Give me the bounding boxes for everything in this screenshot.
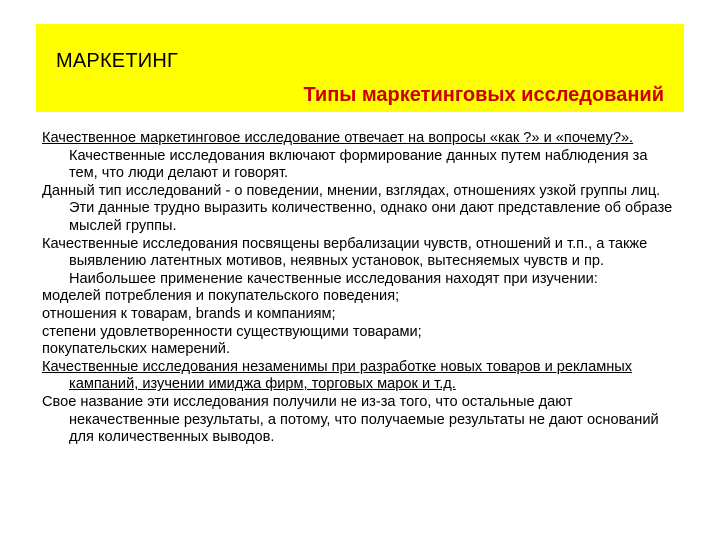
definition-continuation: Качественные исследования включают формирование данных путем наблюдения за тем, что люди делают и говорят. (69, 147, 648, 182)
slide-subtitle: Типы маркетинговых исследований (303, 84, 664, 106)
paragraph-name-origin: Свое название эти исследования получили не из-за того, что остальные дают некачественные результаты, а потому, что получаемые результаты не дают оснований для количественных выводов. (42, 393, 659, 446)
slide-body (42, 130, 678, 447)
paragraph-qualitative-definition (42, 130, 678, 183)
slide-title: МАРКЕТИНГ (56, 50, 178, 72)
paragraph-research-type: Данный тип исследований - о поведении, мнении, взглядах, отношениях узкой группы лиц. Эти данные трудно выразить количественно, однако они дают представление об образе мыслей группы. (42, 182, 673, 234)
underlined-definition: Качественное маркетинговое исследование отвечает на вопросы «как ?» и «почему?». (42, 130, 634, 146)
list-item: моделей потребления и покупательского поведения; (42, 288, 400, 305)
paragraph-indispensable: Качественные исследования незаменимы при разработке новых товаров и рекламных кампаний, изучении имиджа фирм, торговых марок и т.д. (42, 358, 633, 393)
list-item: отношения к товарам, brands и компаниям; (42, 305, 336, 322)
header-band (36, 24, 684, 112)
paragraph-verbalization: Качественные исследования посвящены вербализации чувств, отношений и т.п., а также выявлению латентных мотивов, неявных установок, вытесняемых чувств и пр. Наибольшее применение качественные исследования находят при изучении: (42, 235, 648, 287)
list-item: степени удовлетворенности существующими товарами; (42, 323, 422, 340)
list-item: покупательских намерений. (42, 341, 230, 358)
